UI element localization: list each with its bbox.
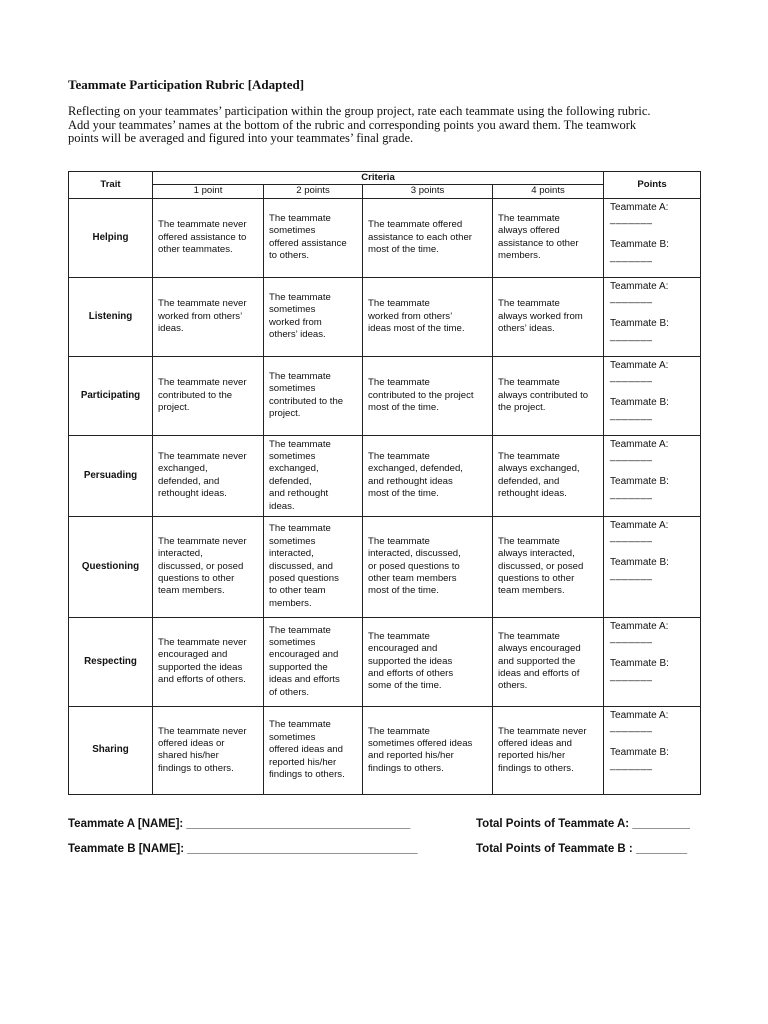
rubric-row [69,706,701,794]
criteria-text-line: always encouraged [498,643,581,655]
teammate-a-points-label: Teammate A: [610,709,669,721]
trait-label: Listening [69,277,153,356]
criteria-text-line: interacted, discussed, [368,548,461,560]
criteria-text-line: The teammate never [158,535,247,547]
trait-label: Respecting [69,617,153,706]
criteria-text-line: sometimes [269,731,316,743]
criteria-cell [363,356,493,435]
criteria-text-line: encouraged and [158,649,228,661]
criteria-text-line: of others. [269,686,309,698]
criteria-text-line: other teammates. [158,244,233,256]
criteria-cell [493,516,604,617]
criteria-text-line: most of the time. [368,244,439,256]
criteria-text-line: contributed to the project [368,389,474,401]
criteria-cell [493,198,604,277]
criteria-cell [153,617,264,706]
trait-label: Sharing [69,706,153,794]
points-cell [604,198,701,277]
criteria-text-line: The teammate [269,719,331,731]
criteria-text-line: members. [269,597,312,609]
criteria-text-line: exchanged, [269,463,319,475]
criteria-text-line: The teammate [269,438,331,450]
criteria-text-line: always exchanged, [498,463,580,475]
criteria-text-line: sometimes [269,304,316,316]
criteria-cell [264,198,363,277]
criteria-text-line: some of the time. [368,680,442,692]
criteria-cell [264,516,363,617]
criteria-cell [153,277,264,356]
criteria-text-line: ideas and efforts of [498,668,580,680]
criteria-cell [493,435,604,516]
criteria-text-line: The teammate [269,371,331,382]
points-cell [604,617,701,706]
criteria-text-line: The teammate [498,298,560,310]
teammate-b-points-blank: _______ [610,670,653,682]
criteria-text-line: or posed questions to [368,560,460,572]
criteria-text-line: team members. [158,585,225,597]
criteria-text-line: encouraged and [269,649,339,661]
criteria-text-line: to others. [269,250,309,262]
criteria-text-line: contributed to the [269,395,344,407]
rubric-row [69,277,701,356]
teammate-a-points-blank: _______ [610,293,653,305]
criteria-text-line: The teammate [368,377,430,389]
teammate-a-points-blank: _______ [610,214,653,226]
level-header: 4 points [493,185,604,198]
criteria-text-line: sometimes [269,535,316,547]
points-cell [604,356,701,435]
criteria-cell [493,277,604,356]
criteria-text-line: supported the [269,661,328,673]
criteria-text-line: posed questions [269,573,339,585]
intro-line: Add your teammates’ names at the bottom of the rubric and corresponding points you award them. The teamwork [68,117,637,132]
criteria-cell [264,617,363,706]
criteria-text-line: and efforts of others. [158,674,246,686]
criteria-text-line: and supported the [498,655,576,667]
criteria-text-line: The teammate [498,535,560,547]
criteria-text-line: The teammate never [158,725,247,737]
criteria-text-line: The teammate [368,630,430,642]
teammate-b-points-label: Teammate B: [610,557,669,568]
criteria-text-line: and reported his/her [368,750,454,762]
criteria-cell [363,198,493,277]
trait-label: Helping [69,198,153,277]
criteria-text-line: offered assistance to [158,231,247,243]
teammate-a-points-label: Teammate A: [610,359,669,371]
criteria-cell [363,435,493,516]
criteria-text-line: exchanged, defended, [368,463,463,475]
criteria-text-line: to other team [269,585,326,597]
criteria-text-line: others. [498,680,528,692]
level-header: 2 points [264,185,363,198]
criteria-text-line: other team members [368,573,457,585]
teammate-b-points-blank: _______ [610,409,653,421]
spacer [610,545,696,557]
criteria-text-line: The teammate [498,630,560,642]
total-points-a-line: Total Points of Teammate A: _________ [476,818,690,830]
rubric-row [69,198,701,277]
teammate-b-points-label: Teammate B: [610,476,669,487]
spacer [610,227,696,239]
intro-line: points will be averaged and figured into your teammates’ final grade. [68,131,414,145]
criteria-text-line: and rethought ideas [368,475,453,487]
criteria-text-line: most of the time. [368,488,439,500]
criteria-text-line: The teammate [269,292,331,303]
criteria-text-line: The teammate [498,377,560,389]
criteria-text-line: worked from others’ [158,310,243,322]
teammate-a-points-label: Teammate A: [610,201,669,213]
criteria-text-line: findings to others. [269,768,345,780]
criteria-text-line: reported his/her [269,756,337,768]
criteria-text-line: supported the ideas [158,661,243,673]
criteria-text-line: project. [158,402,190,414]
teammate-b-points-label: Teammate B: [610,239,669,250]
criteria-cell [153,516,264,617]
teammate-b-points-blank: _______ [610,488,653,500]
criteria-text-line: sometimes [269,451,316,462]
criteria-cell [363,277,493,356]
criteria-text-line: assistance to each other [368,231,472,243]
trait-label: Persuading [69,435,153,516]
criteria-text-line: always contributed to [498,389,589,401]
teammate-b-points-blank: _______ [610,759,653,771]
spacer [610,646,696,658]
criteria-text-line: exchanged, [158,463,208,475]
criteria-text-line: defended, [269,475,312,487]
trait-label: Questioning [69,516,153,617]
criteria-text-line: rethought ideas. [498,488,567,500]
teammate-b-points-blank: _______ [610,251,653,263]
criteria-cell [264,706,363,794]
teammate-b-points-blank: _______ [610,569,653,581]
teammate-b-points-label: Teammate B: [610,658,669,669]
criteria-cell [153,435,264,516]
criteria-text-line: interacted, [158,548,203,560]
criteria-text-line: others’ ideas. [498,323,555,335]
teammate-a-points-label: Teammate A: [610,280,669,292]
teammate-b-points-label: Teammate B: [610,318,669,329]
criteria-text-line: supported the ideas [368,655,453,667]
criteria-text-line: The teammate [368,298,430,310]
criteria-text-line: project. [269,408,301,420]
level-header: 3 points [363,185,493,198]
criteria-text-line: The teammate offered [368,219,463,231]
rubric-row [69,617,701,706]
criteria-text-line: encouraged and [368,643,438,655]
criteria-text-line: offered ideas and [498,737,572,749]
criteria-text-line: The teammate never [158,637,247,648]
teammate-a-points-blank: _______ [610,372,653,384]
criteria-text-line: contributed to the [158,389,233,401]
teammate-a-points-label: Teammate A: [610,519,669,531]
criteria-text-line: always offered [498,225,560,237]
criteria-text-line: The teammate [269,213,331,224]
criteria-text-line: The teammate [498,451,560,462]
criteria-text-line: and efforts of others [368,668,454,680]
criteria-text-line: rethought ideas. [158,488,227,500]
criteria-text-line: ideas. [269,500,295,512]
criteria-text-line: sometimes [269,637,316,648]
criteria-text-line: sometimes offered ideas [368,737,473,749]
criteria-text-line: findings to others. [498,762,574,774]
points-cell [604,516,701,617]
criteria-text-line: sometimes [269,383,316,395]
criteria-text-line: sometimes [269,225,316,237]
criteria-text-line: The teammate never [158,377,247,389]
criteria-text-line: assistance to other [498,237,579,249]
rubric-row [69,516,701,617]
criteria-text-line: The teammate [269,523,331,535]
criteria-text-line: team members. [498,585,565,597]
points-cell [604,706,701,794]
criteria-cell [264,435,363,516]
teammate-b-name-line: Teammate B [NAME]: ____________________________________ [68,843,418,855]
rubric-row [69,435,701,516]
criteria-text-line: discussed, or posed [158,560,244,572]
spacer [610,306,696,318]
spacer [610,464,696,476]
criteria-text-line: others’ ideas. [269,329,326,341]
teammate-a-points-label: Teammate A: [610,438,669,450]
criteria-text-line: ideas. [158,323,184,335]
criteria-text-line: most of the time. [368,585,439,597]
criteria-text-line: offered assistance [269,237,347,249]
trait-label: Participating [69,356,153,435]
criteria-text-line: members. [498,250,541,262]
teammate-a-points-blank: _______ [610,532,653,544]
criteria-text-line: most of the time. [368,402,439,414]
criteria-text-line: findings to others. [368,762,444,774]
criteria-text-line: questions to other [498,573,575,585]
teammate-a-points-label: Teammate A: [610,620,669,632]
criteria-text-line: offered ideas or [158,737,225,749]
points-cell [604,435,701,516]
criteria-text-line: questions to other [158,573,235,585]
criteria-text-line: The teammate [368,535,430,547]
criteria-text-line: The teammate [368,725,430,737]
criteria-text-line: always interacted, [498,548,575,560]
points-header: Points [604,172,701,199]
criteria-cell [264,356,363,435]
criteria-text-line: reported his/her [498,750,566,762]
criteria-text-line: The teammate never [158,298,247,310]
criteria-text-line: ideas and efforts [269,674,340,686]
criteria-text-line: ideas most of the time. [368,323,465,335]
teammate-b-points-label: Teammate B: [610,397,669,408]
criteria-text-line: The teammate [498,213,560,224]
points-cell [604,277,701,356]
criteria-text-line: The teammate [269,624,331,636]
criteria-cell [153,706,264,794]
teammate-a-points-blank: _______ [610,451,653,463]
criteria-cell [153,356,264,435]
level-header: 1 point [153,185,264,198]
spacer [610,385,696,397]
criteria-text-line: offered ideas and [269,744,343,756]
criteria-text-line: The teammate never [158,219,247,231]
criteria-text-line: worked from others’ [368,310,453,322]
criteria-text-line: The teammate never [158,451,247,462]
rubric-row [69,356,701,435]
criteria-text-line: shared his/her [158,750,219,762]
spacer [610,735,696,747]
criteria-cell [493,706,604,794]
criteria-text-line: interacted, [269,548,314,560]
teammate-a-name-line: Teammate A [NAME]: ___________________________________ [68,818,411,830]
criteria-header: Criteria [153,172,604,185]
total-points-b-line: Total Points of Teammate B : ________ [476,843,688,855]
document-title: Teammate Participation Rubric [Adapted] [68,77,305,92]
criteria-cell [153,198,264,277]
teammate-b-points-label: Teammate B: [610,747,669,758]
criteria-text-line: discussed, or posed [498,560,584,572]
criteria-text-line: worked from [269,316,322,328]
criteria-cell [363,706,493,794]
intro-paragraph [68,105,708,146]
rubric-body [69,198,701,794]
criteria-text-line: the project. [498,402,546,414]
criteria-text-line: and rethought [269,488,329,500]
criteria-text-line: defended, and [498,475,560,487]
criteria-text-line: defended, and [158,475,220,487]
teammate-b-points-blank: _______ [610,330,653,342]
criteria-text-line: The teammate [368,451,430,462]
intro-line: Reflecting on your teammates’ participation within the group project, rate each teammate using the following rubric. [68,104,651,118]
teammate-a-points-blank: _______ [610,722,653,734]
criteria-cell [264,277,363,356]
trait-header: Trait [69,172,153,199]
criteria-cell [363,617,493,706]
rubric-table [68,171,701,795]
teammate-a-points-blank: _______ [610,633,653,645]
criteria-text-line: discussed, and [269,560,333,572]
criteria-text-line: always worked from [498,310,583,322]
criteria-cell [493,617,604,706]
criteria-text-line: findings to others. [158,762,234,774]
criteria-cell [493,356,604,435]
criteria-text-line: The teammate never [498,725,587,737]
criteria-cell [363,516,493,617]
